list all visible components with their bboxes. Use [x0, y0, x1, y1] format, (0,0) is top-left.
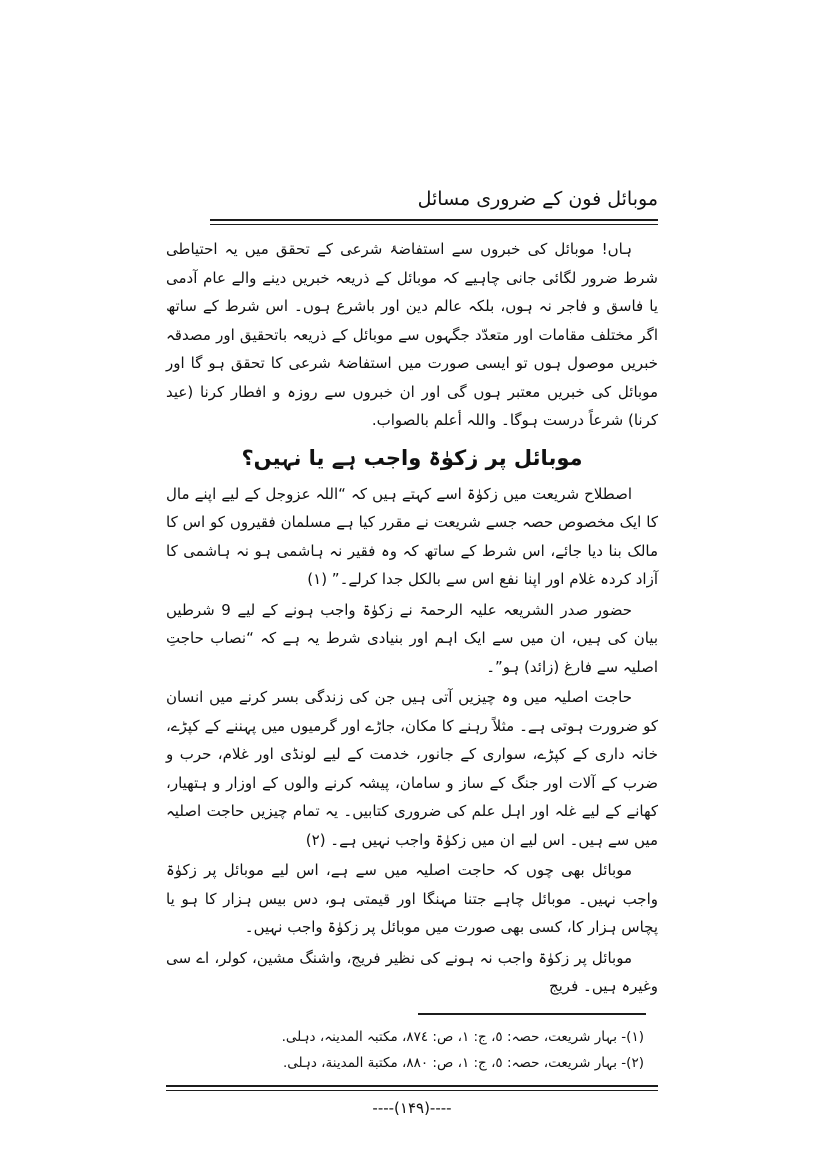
footnote-area: [166, 1013, 658, 1076]
footnote-1: (١)- بہار شریعت، حصہ: ٥، ج: ١، ص: ٨٧٤، مکتبہ المدینہ، دہلی.: [281, 1028, 644, 1045]
running-header: [166, 186, 658, 225]
intro-paragraph: ہاں! موبائل کی خبروں سے استفاضۂ شرعی کے تحقق میں یہ احتیاطی شرط ضرور لگائی جانی چاہیے کہ موبائل کے ذریعہ خبریں دینے والے عام آدمی یا فاسق و فاجر نہ ہوں، بلکہ عالم دین اور باشرع ہوں۔ اس شرط کے ساتھ اگر مختلف مقامات اور متعدّد جگہوں سے موبائل کے ذریعہ باتحقیق اور مصدقہ خبریں موصول ہوں تو ایسی صورت میں استفاضۂ شرعی کا تحقق ہو گا اور موبائل کی خبریں معتبر ہوں گی اور ان خبروں سے روزہ و افطار کرنا (عید کرنا) شرعاً درست ہوگا۔ واللہ أعلم بالصواب.: [166, 240, 658, 429]
header-divider: [210, 219, 658, 225]
footnote-divider: [418, 1013, 646, 1015]
page-header-title: موبائل فون کے ضروری مسائل: [417, 188, 658, 210]
section-heading: موبائل پر زکوٰۃ واجب ہے یا نہیں؟: [241, 445, 583, 470]
paragraph-hajat-asliya: حاجت اصلیہ میں وہ چیزیں آتی ہیں جن کی زندگی بسر کرنے میں انسان کو ضرورت ہوتی ہے۔ مثلاً رہنے کا مکان، جاڑے اور گرمیوں میں پہننے کے کپڑے، خانہ داری کے کپڑے، سواری کے جانور، خدمت کے لیے لونڈی اور غلام، حرب و ضرب کے آلات اور جنگ کے ساز و سامان، پیشہ کرنے والوں کے اوزار و ہتھیار، کھانے کے لیے غلہ اور اہل علم کی ضروری کتابیں۔ یہ تمام چیزیں حاجت اصلیہ میں سے ہیں۔ اس لیے ان میں زکوٰۃ واجب نہیں ہے۔ (۲): [166, 688, 658, 849]
page-number: ----(۱۴۹)----: [372, 1098, 452, 1117]
footnote-2: (٢)- بہار شریعت، حصہ: ٥، ج: ١، ص: ٨٨٠، مکتبة المدینة، دہلی.: [282, 1054, 644, 1071]
page-content: [166, 186, 658, 1117]
paragraph-zakat-definition: اصطلاح شریعت میں زکوٰۃ اسے کہتے ہیں کہ “اللہ عزوجل کے لیے اپنے مال کا ایک مخصوص حصہ جسے شریعت نے مقرر کیا ہے مسلمان فقیروں کو اس کا مالک بنا دیا جائے، اس شرط کے ساتھ کہ وہ فقیر نہ ہاشمی ہو نہ ہاشمی کا آزاد کردہ غلام اور اپنا نفع اس سے بالکل جدا کرلے۔” (۱): [166, 484, 658, 588]
paragraph-mobile-examples: موبائل پر زکوٰۃ واجب نہ ہونے کی نظیر فریج، واشنگ مشین، کولر، اے سی وغیرہ ہیں۔ فریج: [166, 948, 658, 995]
paragraph-zakat-conditions: حضور صدر الشریعہ علیہ الرحمۃ نے زکوٰۃ واجب ہونے کے لیے 9 شرطیں بیان کی ہیں، ان میں سے ایک اہم اور بنیادی شرط یہ ہے کہ “نصاب حاجتِ اصلیہ سے فارغ (زائد) ہو”۔: [166, 600, 658, 676]
paragraph-mobile-no-zakat: موبائل بھی چوں کہ حاجت اصلیہ میں سے ہے، اس لیے موبائل پر زکوٰۃ واجب نہیں۔ موبائل چاہے جتنا مہنگا اور قیمتی ہو، دس بیس ہزار کا ہو یا پچاس ہزار کا، کسی بھی صورت میں موبائل پر زکوٰۃ واجب نہیں۔: [166, 861, 658, 936]
footer-divider: [166, 1085, 658, 1091]
